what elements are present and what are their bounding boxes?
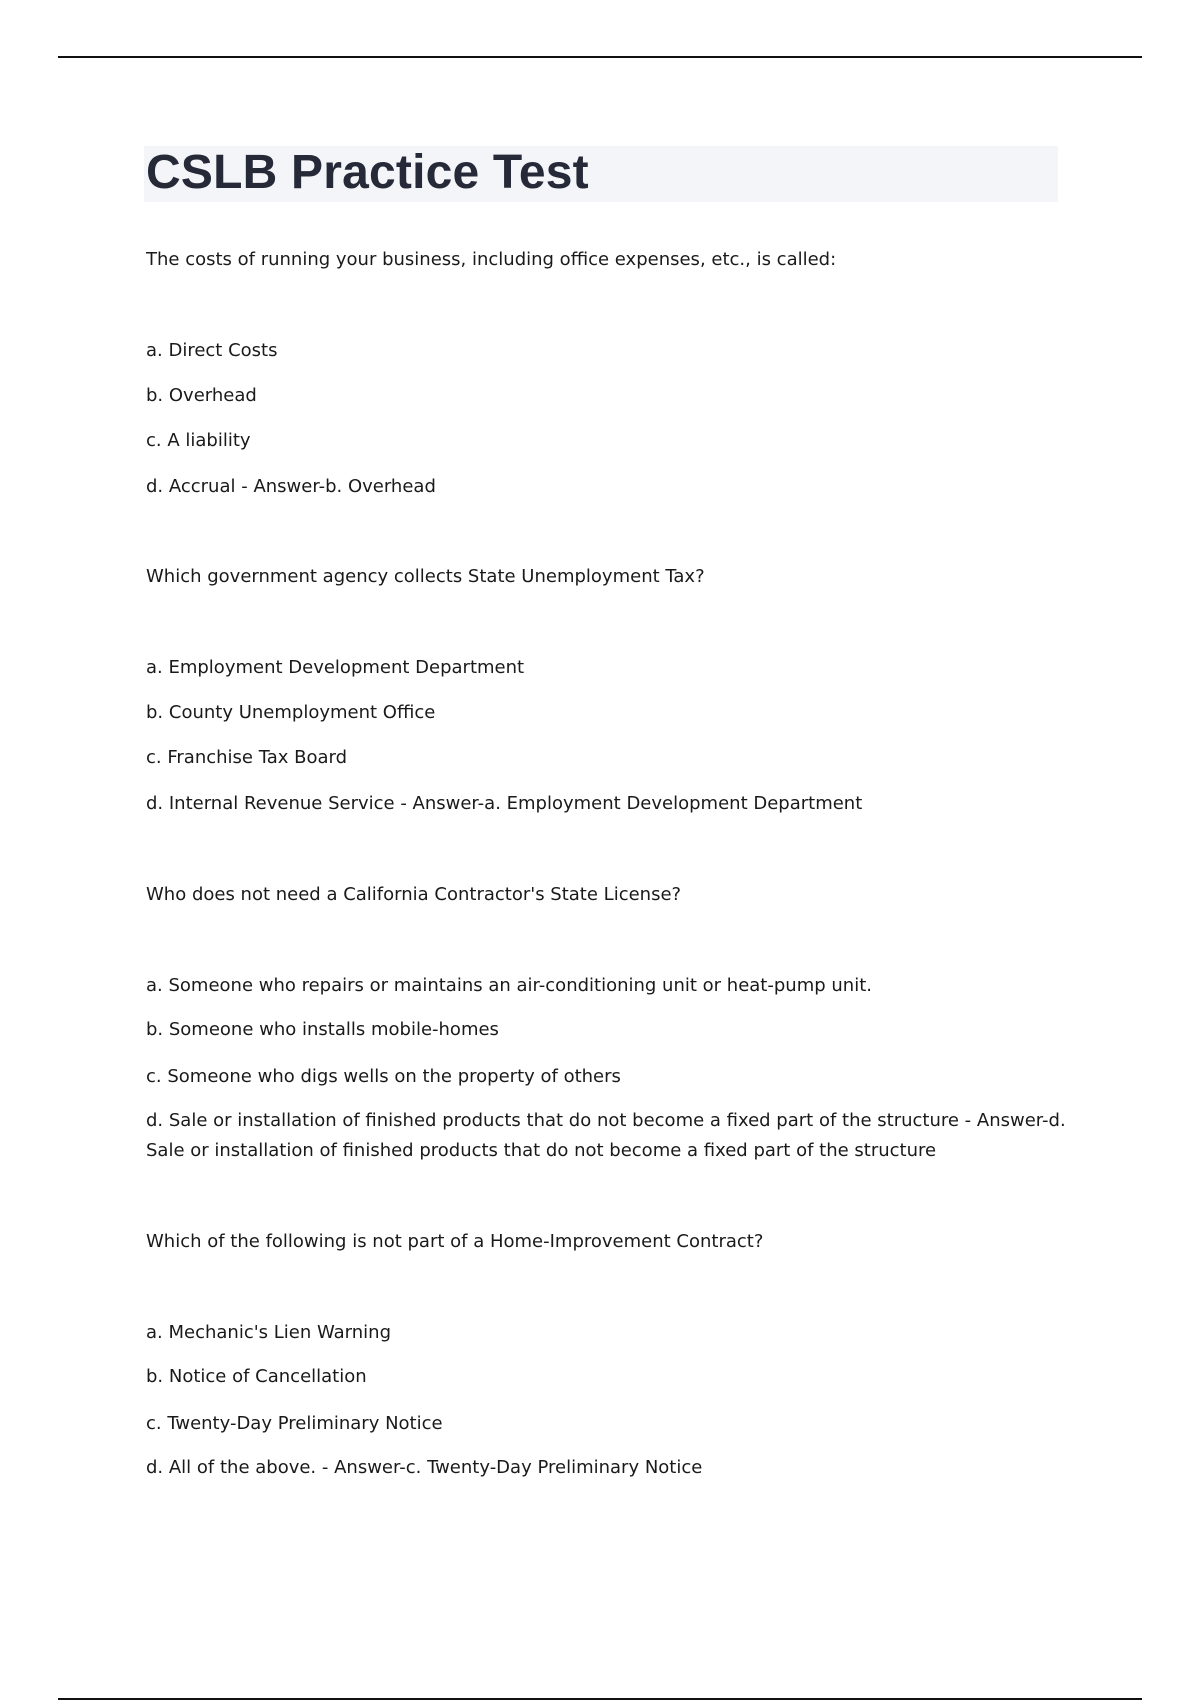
question-2-option-a: a. Employment Development Department (146, 657, 525, 678)
question-1-option-b: b. Overhead (146, 385, 257, 406)
question-4-option-b: b. Notice of Cancellation (146, 1366, 367, 1387)
question-1-option-c: c. A liability (146, 430, 251, 451)
question-1-option-a: a. Direct Costs (146, 340, 278, 361)
question-2-option-d-answer: d. Internal Revenue Service - Answer-a. Employment Development Department (146, 793, 863, 814)
question-3-option-c: c. Someone who digs wells on the property of others (146, 1066, 621, 1087)
question-3-option-b: b. Someone who installs mobile-homes (146, 1019, 499, 1040)
question-1-option-d-answer: d. Accrual - Answer-b. Overhead (146, 476, 436, 497)
top-divider (58, 56, 1142, 58)
question-4-option-d-answer: d. All of the above. - Answer-c. Twenty-Day Preliminary Notice (146, 1457, 703, 1478)
question-3-option-d-answer: d. Sale or installation of finished products that do not become a fixed part of the structure - Answer-d. Sale or installation of finished products that do not become a fixed part of the structure (146, 1110, 1066, 1161)
question-2-prompt: Which government agency collects State Unemployment Tax? (146, 566, 705, 587)
page-title: CSLB Practice Test (146, 146, 589, 199)
question-3-option-a: a. Someone who repairs or maintains an air-conditioning unit or heat-pump unit. (146, 975, 872, 996)
question-2-option-c: c. Franchise Tax Board (146, 747, 348, 768)
question-4-option-c: c. Twenty-Day Preliminary Notice (146, 1413, 443, 1434)
question-3-prompt: Who does not need a California Contractor's State License? (146, 884, 682, 905)
question-2-option-b: b. County Unemployment Office (146, 702, 436, 723)
question-4-option-a: a. Mechanic's Lien Warning (146, 1322, 392, 1343)
question-1-prompt: The costs of running your business, including office expenses, etc., is called: (146, 249, 837, 270)
question-4-prompt: Which of the following is not part of a Home-Improvement Contract? (146, 1231, 764, 1252)
